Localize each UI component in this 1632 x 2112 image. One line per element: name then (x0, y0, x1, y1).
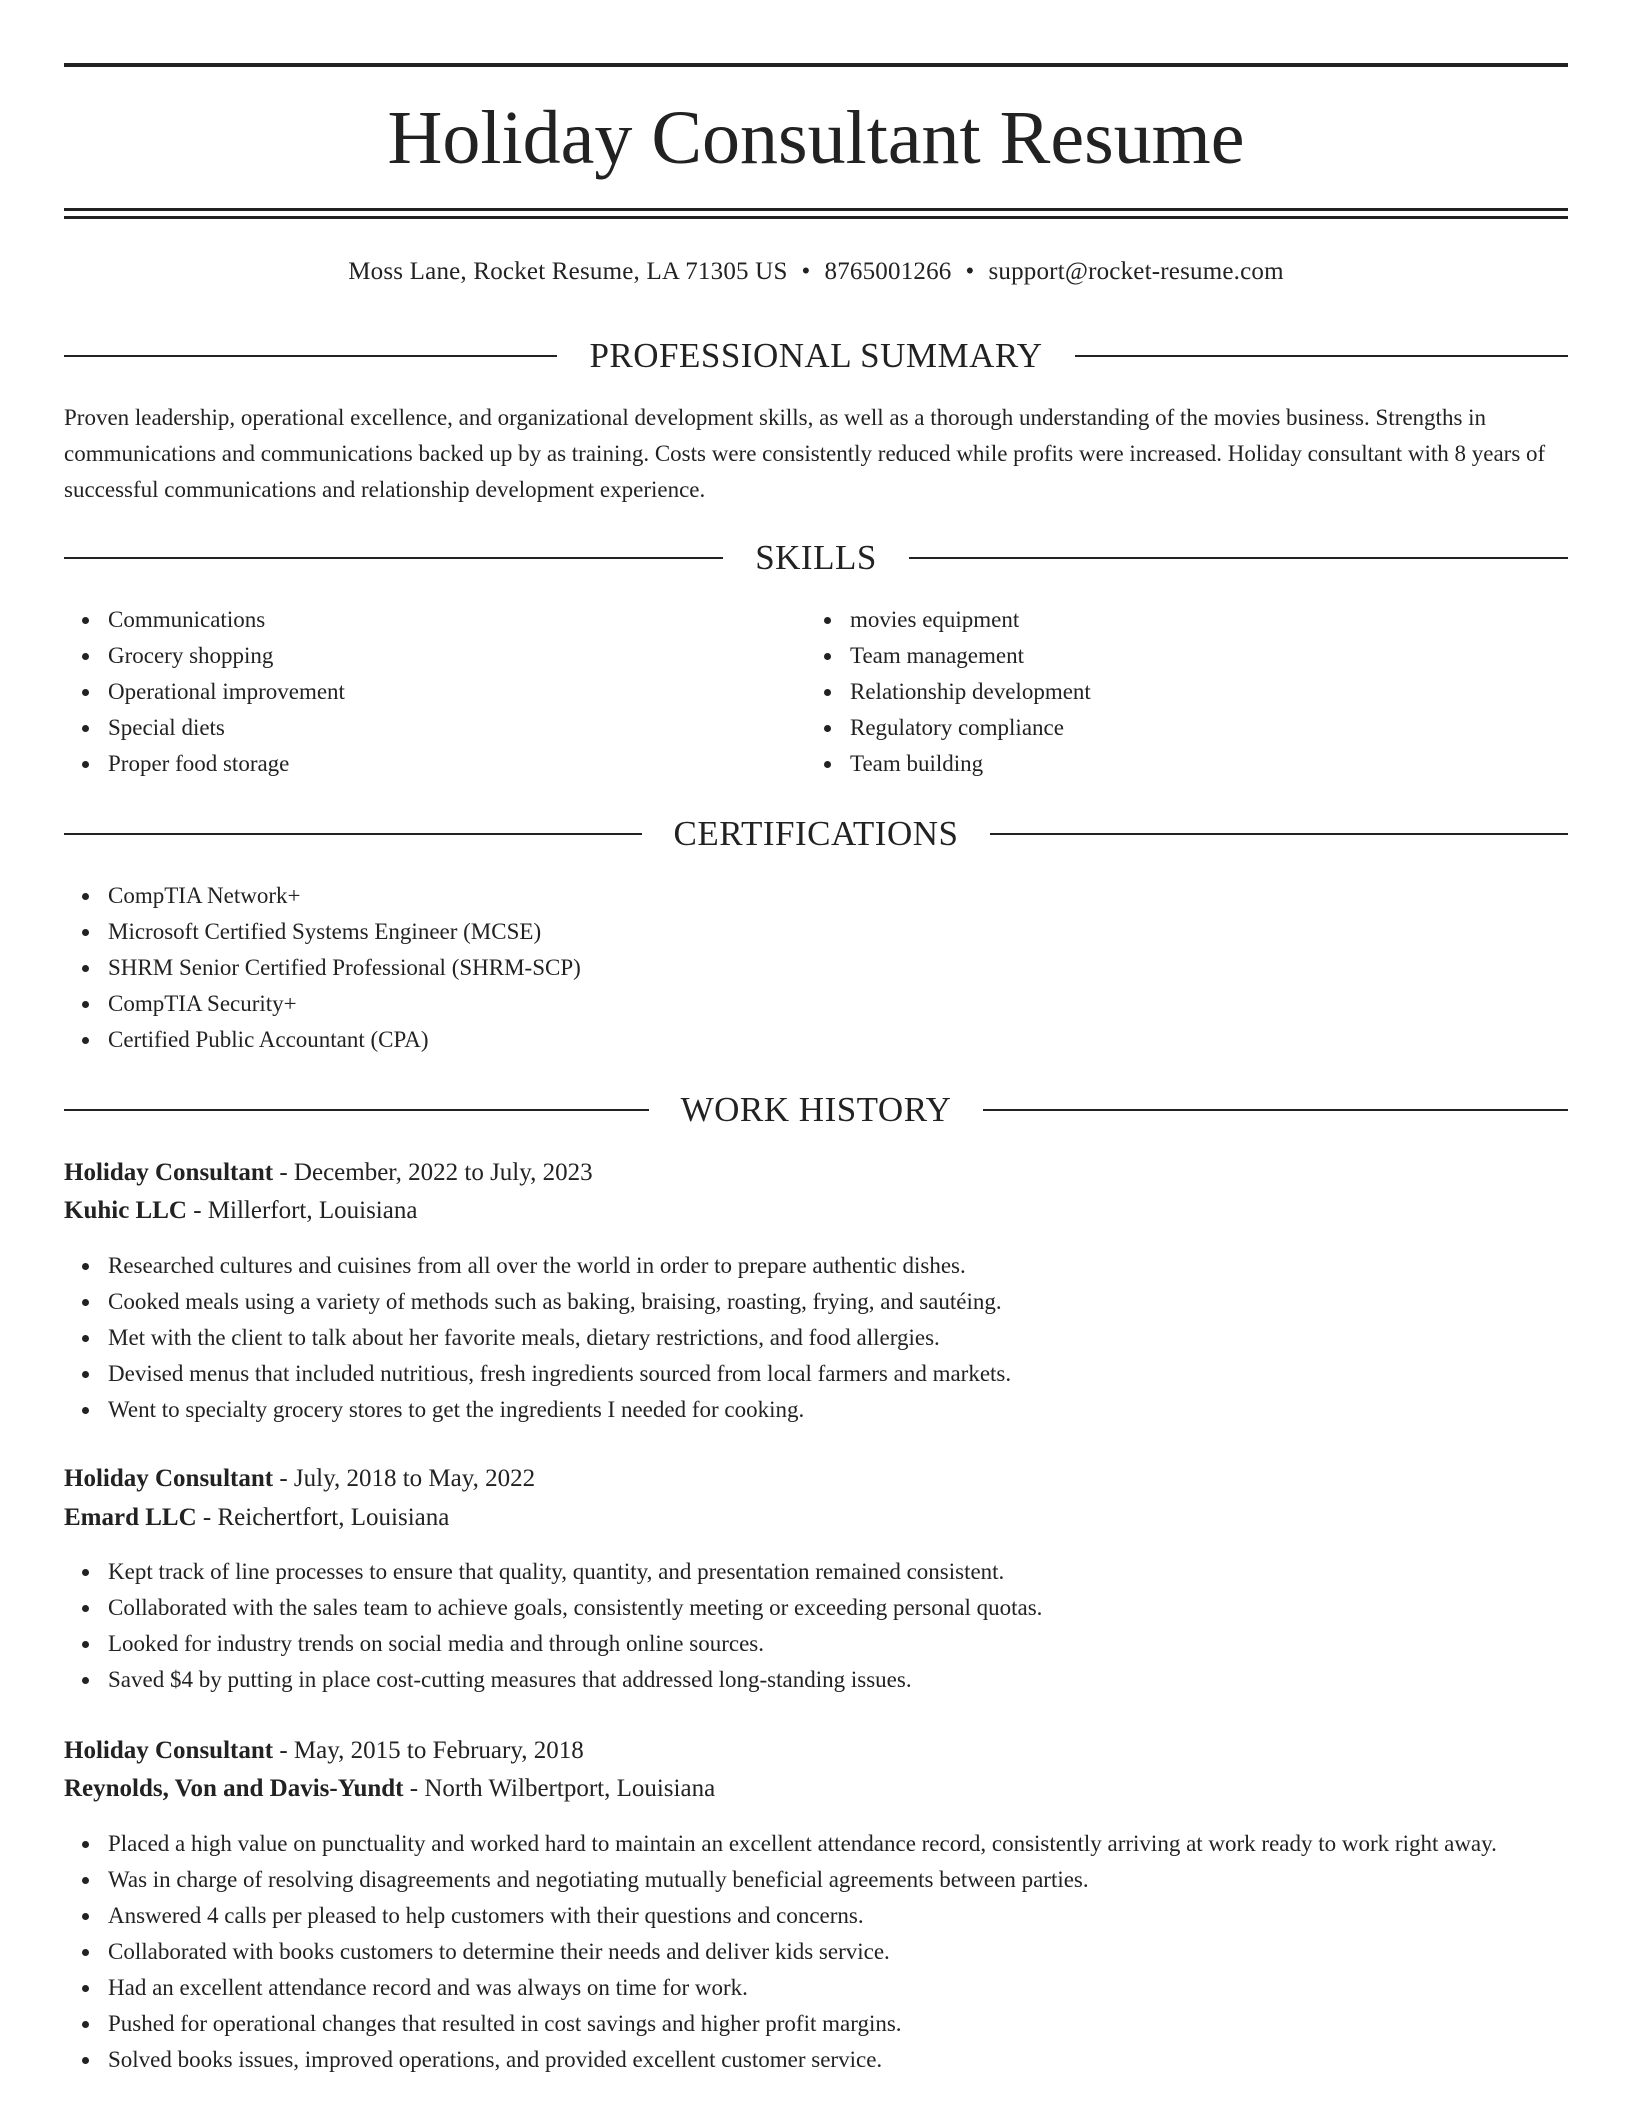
job-bullets (64, 1554, 1568, 1698)
contact-separator: • (965, 258, 975, 285)
list-item: Certified Public Accountant (CPA) (108, 1022, 1508, 1058)
job-company-line (64, 1499, 1568, 1537)
job-dates: - May, 2015 to February, 2018 (273, 1737, 584, 1764)
heading-rule (909, 557, 1568, 559)
contact-phone: 8765001266 (824, 258, 952, 285)
job-location: - North Wilbertport, Louisiana (403, 1775, 716, 1802)
list-item: Team building (850, 746, 1550, 782)
skills-list-right (806, 602, 1550, 782)
job-dates: - July, 2018 to May, 2022 (273, 1465, 536, 1492)
skills-heading-label: SKILLS (755, 538, 877, 577)
job-bullets (64, 1248, 1568, 1428)
job-company-line (64, 1770, 1568, 1808)
heading-rule (983, 1109, 1568, 1111)
list-item: Grocery shopping (108, 638, 808, 674)
list-item: Relationship development (850, 674, 1550, 710)
job-dates: - December, 2022 to July, 2023 (273, 1159, 593, 1186)
summary-heading-label: PROFESSIONAL SUMMARY (589, 336, 1043, 375)
job-company: Emard LLC (64, 1504, 197, 1531)
job-title-line (64, 1732, 1568, 1770)
list-item: Devised menus that included nutritious, fresh ingredients sourced from local farmers and markets. (108, 1356, 1568, 1392)
title-rule-upper (64, 208, 1568, 211)
certifications-heading-label: CERTIFICATIONS (673, 814, 959, 853)
skills-list-left (64, 602, 808, 782)
work-heading-label: WORK HISTORY (680, 1090, 952, 1129)
list-item: Researched cultures and cuisines from all over the world in order to prepare authentic dishes. (108, 1248, 1568, 1284)
heading-rule (990, 833, 1568, 835)
work-heading (64, 1088, 1568, 1132)
heading-rule (64, 833, 642, 835)
job-company: Kuhic LLC (64, 1197, 187, 1224)
resume-title: Holiday Consultant Resume (387, 96, 1245, 180)
job-location: - Reichertfort, Louisiana (196, 1504, 450, 1531)
heading-rule (1075, 355, 1568, 357)
job-title-line (64, 1154, 1568, 1192)
certifications-list (64, 878, 1508, 1058)
job-bullets (64, 1826, 1568, 2078)
heading-rule (64, 355, 557, 357)
list-item: Met with the client to talk about her favorite meals, dietary restrictions, and food allergies. (108, 1320, 1568, 1356)
list-item: Regulatory compliance (850, 710, 1550, 746)
list-item: Looked for industry trends on social media and through online sources. (108, 1626, 1568, 1662)
job-title: Holiday Consultant (64, 1737, 274, 1764)
skills-heading (64, 536, 1568, 580)
list-item: Collaborated with the sales team to achieve goals, consistently meeting or exceeding personal quotas. (108, 1590, 1568, 1626)
contact-line (64, 254, 1568, 290)
list-item: CompTIA Network+ (108, 878, 1508, 914)
summary-heading (64, 334, 1568, 378)
summary-text: Proven leadership, operational excellence, and organizational development skills, as well as a thorough understanding of the movies business. Strengths in communications and communications backed up by as training. Costs were consistently reduced while profits were increased. Holiday consultant with 8 years of successful communications and relationship development experience. (64, 405, 1546, 502)
top-rule (64, 63, 1568, 67)
job-title: Holiday Consultant (64, 1465, 274, 1492)
contact-email: support@rocket-resume.com (988, 258, 1284, 285)
list-item: CompTIA Security+ (108, 986, 1508, 1022)
job-location: - Millerfort, Louisiana (186, 1197, 418, 1224)
list-item: Pushed for operational changes that resulted in cost savings and higher profit margins. (108, 2006, 1568, 2042)
list-item: Solved books issues, improved operations, and provided excellent customer service. (108, 2042, 1568, 2078)
list-item: SHRM Senior Certified Professional (SHRM-SCP) (108, 950, 1508, 986)
list-item: movies equipment (850, 602, 1550, 638)
list-item: Saved $4 by putting in place cost-cutting measures that addressed long-standing issues. (108, 1662, 1568, 1698)
list-item: Special diets (108, 710, 808, 746)
heading-rule (64, 1109, 649, 1111)
list-item: Team management (850, 638, 1550, 674)
contact-separator: • (801, 258, 811, 285)
list-item: Microsoft Certified Systems Engineer (MCSE) (108, 914, 1508, 950)
certifications-heading (64, 812, 1568, 856)
list-item: Had an excellent attendance record and was always on time for work. (108, 1970, 1568, 2006)
list-item: Cooked meals using a variety of methods such as baking, braising, roasting, frying, and sautéing. (108, 1284, 1568, 1320)
list-item: Was in charge of resolving disagreements and negotiating mutually beneficial agreements between parties. (108, 1862, 1568, 1898)
job-company: Reynolds, Von and Davis-Yundt (64, 1775, 404, 1802)
heading-rule (64, 557, 723, 559)
job-company-line (64, 1192, 1568, 1230)
list-item: Went to specialty grocery stores to get the ingredients I needed for cooking. (108, 1392, 1568, 1428)
list-item: Kept track of line processes to ensure that quality, quantity, and presentation remained consistent. (108, 1554, 1568, 1590)
title-rule-lower (64, 216, 1568, 219)
list-item: Answered 4 calls per pleased to help customers with their questions and concerns. (108, 1898, 1568, 1934)
job-title: Holiday Consultant (64, 1159, 274, 1186)
list-item: Communications (108, 602, 808, 638)
job-title-line (64, 1460, 1568, 1498)
contact-address: Moss Lane, Rocket Resume, LA 71305 US (348, 258, 788, 285)
list-item: Collaborated with books customers to determine their needs and deliver kids service. (108, 1934, 1568, 1970)
list-item: Proper food storage (108, 746, 808, 782)
list-item: Placed a high value on punctuality and worked hard to maintain an excellent attendance record, consistently arriving at work ready to work right away. (108, 1826, 1568, 1862)
list-item: Operational improvement (108, 674, 808, 710)
